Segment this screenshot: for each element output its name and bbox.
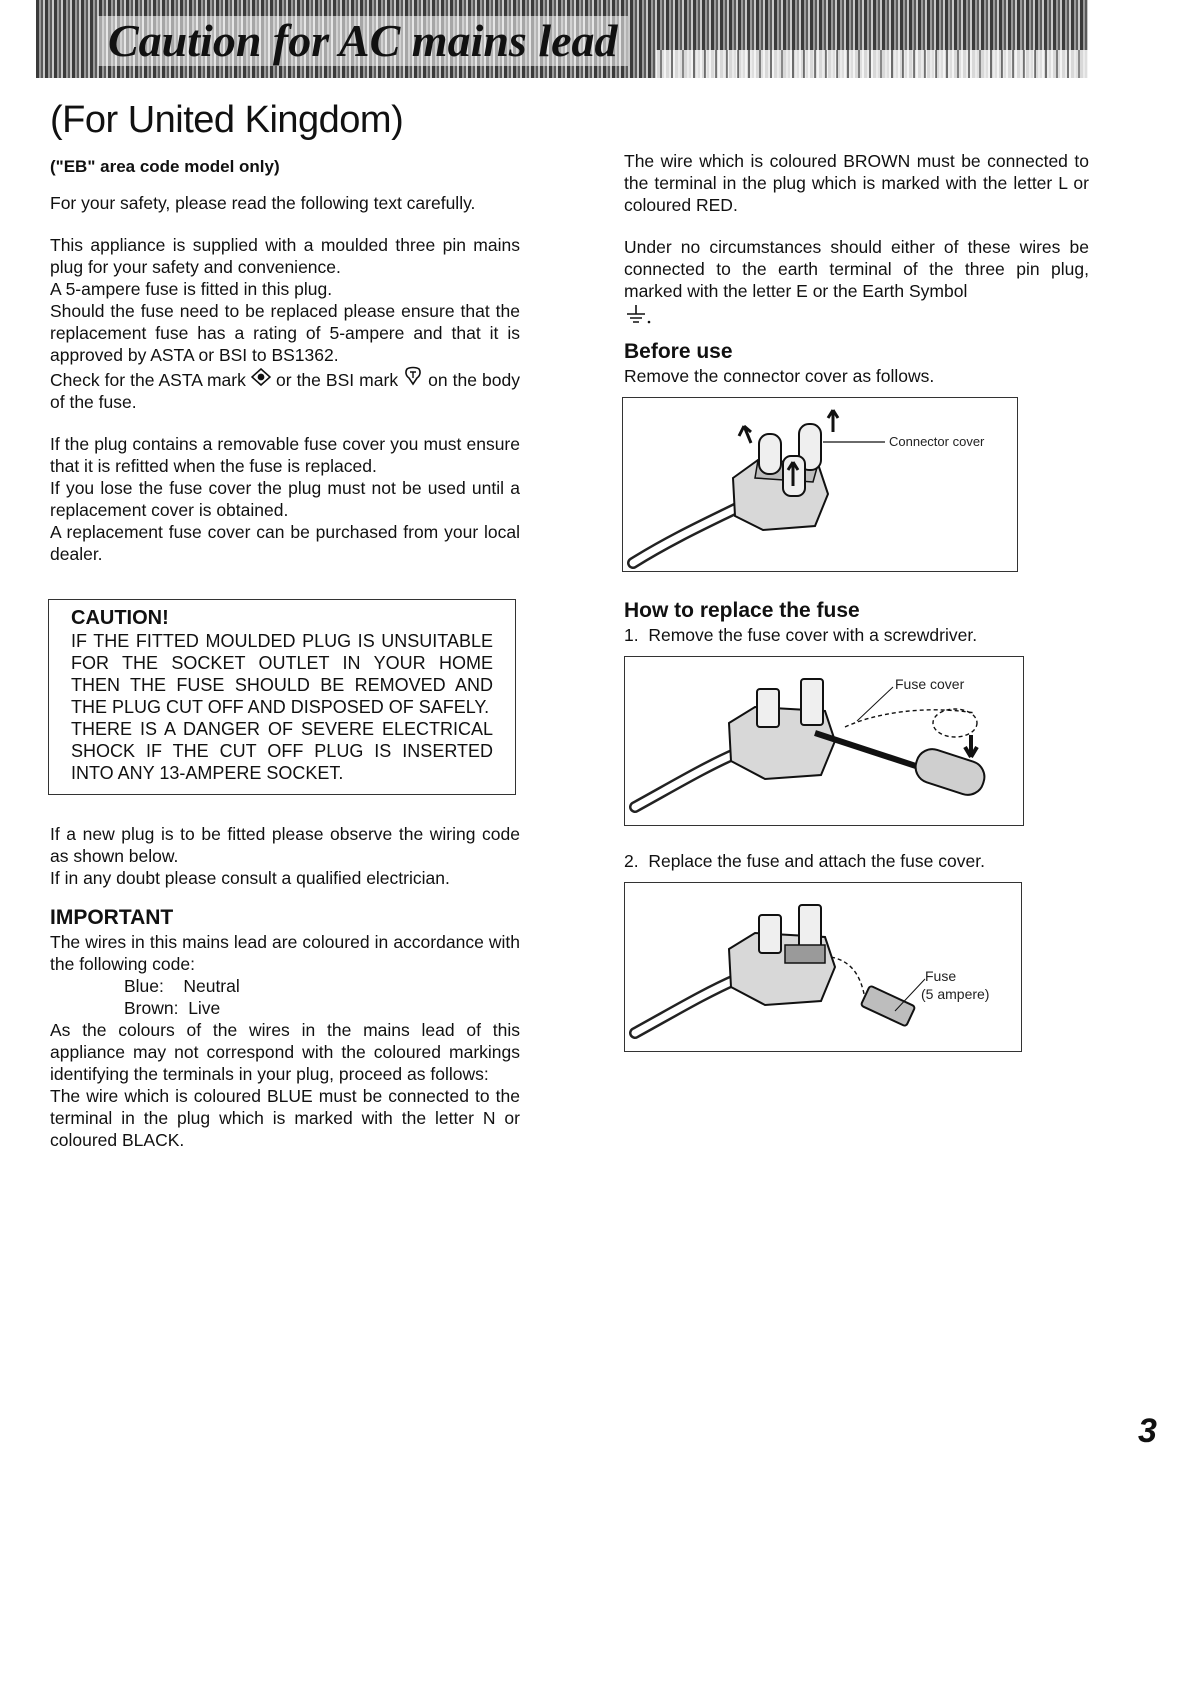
screwdriver-illustration (625, 657, 1025, 827)
para-asta-check (50, 366, 520, 413)
para-supply: This appliance is supplied with a moulded three pin mains plug for your safety and convenience. (50, 235, 520, 277)
important-intro: The wires in this mains lead are coloured in accordance with the following code: (50, 932, 520, 974)
asta-check-text-2: or the BSI mark (275, 370, 399, 390)
caution-box (48, 599, 516, 795)
header-banner (36, 0, 1088, 78)
bsi-kitemark-icon (403, 366, 423, 391)
wiring-note-2: If in any doubt please consult a qualified electrician. (50, 868, 450, 888)
earth-symbol-icon (624, 304, 1089, 331)
page-title: (For United Kingdom) (50, 99, 404, 141)
code-blue: Blue: Neutral (124, 976, 240, 996)
replace-fuse-heading: How to replace the fuse (624, 599, 860, 622)
brown-wire-para: The wire which is coloured BROWN must be connected to the terminal in the plug which is marked with the letter L or coloured RED. (624, 151, 1089, 215)
asta-check-text-3: on the body of the fuse. (50, 370, 520, 412)
left-column (50, 156, 520, 1151)
para-cover-1: If the plug contains a removable fuse cover you must ensure that it is refitted when the fuse is replaced. (50, 434, 520, 476)
plug-connector-illustration (623, 398, 1019, 573)
para-cover-3: A replacement fuse cover can be purchased from your local dealer. (50, 522, 520, 564)
connector-cover-figure (622, 397, 1018, 572)
before-use-heading: Before use (624, 340, 733, 363)
fuse-rating-label: (5 ampere) (921, 986, 990, 1002)
before-use-text: Remove the connector cover as follows. (624, 366, 935, 386)
code-brown: Brown: Live (124, 998, 221, 1018)
important-heading: IMPORTANT (50, 906, 174, 929)
connector-cover-label: Connector cover (889, 434, 985, 449)
area-code-note: ("EB" area code model only) (50, 157, 280, 176)
fuse-cover-label: Fuse cover (895, 676, 965, 692)
caution-text-2: THERE IS A DANGER OF SEVERE ELECTRICAL SHOCK IF THE CUT OFF PLUG IS INSERTED INTO ANY 13-AMPERE SOCKET. (71, 719, 493, 783)
page-number: 3 (1138, 1412, 1157, 1450)
fuse-replacement-illustration (625, 883, 1023, 1053)
earth-warning-para: Under no circumstances should either of these wires be connected to the earth terminal of the three pin plug, marked with the letter E or the Earth Symbol (624, 237, 1089, 301)
safety-intro: For your safety, please read the following text carefully. (50, 193, 476, 213)
step-1: 1. Remove the fuse cover with a screwdriver. (624, 625, 978, 645)
para-replace: Should the fuse need to be replaced please ensure that the replacement fuse has a rating of 5-ampere and that it is approved by ASTA or BSI to BS1362. (50, 301, 520, 365)
asta-check-text-1: Check for the ASTA mark (50, 370, 246, 390)
step-2: 2. Replace the fuse and attach the fuse cover. (624, 851, 985, 871)
asta-mark-icon (251, 368, 271, 391)
wiring-note-1: If a new plug is to be fitted please observe the wiring code as shown below. (50, 824, 520, 866)
banner-title: Caution for AC mains lead (98, 16, 628, 66)
caution-heading: CAUTION! (71, 607, 169, 629)
replace-fuse-figure (624, 882, 1022, 1052)
para-cover-2: If you lose the fuse cover the plug must not be used until a replacement cover is obtained. (50, 478, 520, 520)
blue-wire-para: The wire which is coloured BLUE must be connected to the terminal in the plug which is marked with the letter N or coloured BLACK. (50, 1086, 520, 1150)
caution-text-1: IF THE FITTED MOULDED PLUG IS UNSUITABLE FOR THE SOCKET OUTLET IN YOUR HOME THEN THE FUSE SHOULD BE REMOVED AND THE PLUG CUT OFF AND DISPOSED OF SAFELY. (71, 631, 493, 717)
right-column (624, 150, 1089, 1052)
remove-fuse-cover-figure (624, 656, 1024, 826)
fuse-label: Fuse (925, 968, 957, 984)
para-fuse-fitted: A 5-ampere fuse is fitted in this plug. (50, 279, 333, 299)
colours-para: As the colours of the wires in the mains lead of this appliance may not correspond with the coloured markings identifying the terminals in your plug, proceed as follows: (50, 1020, 520, 1084)
